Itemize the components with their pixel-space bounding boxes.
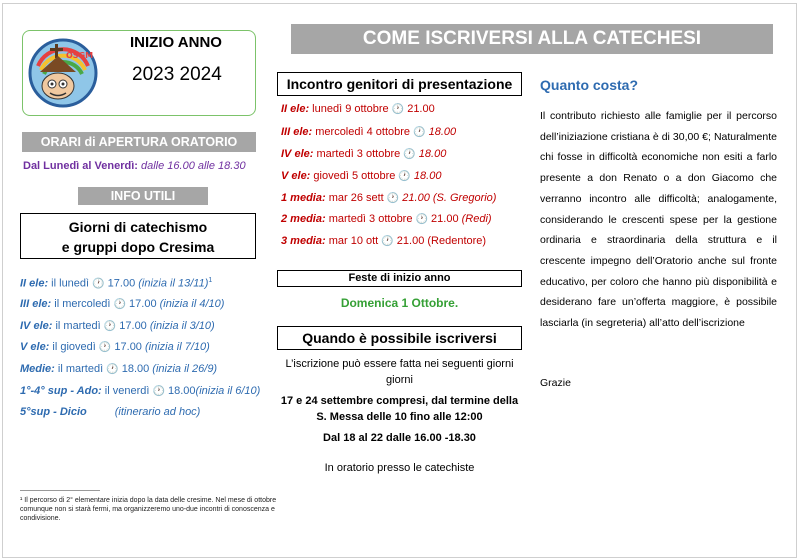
incontro-group: 1 media: [281, 192, 326, 204]
schedule-time: 17.00 [104, 277, 139, 290]
schedule-note: (inizia il 7/10) [144, 341, 210, 353]
footnote: ¹ Il percorso di 2° elementare inizia dopo la data delle cresime. Nel mese di ottobre comunque non si starà fermi, ma organizzeremo uno-due incontri di conoscenza e condivisione. [20, 497, 277, 522]
schedule-row [20, 341, 210, 353]
costo-body: Il contributo richiesto alle famiglie per il percorso dell’iniziazione cristiana è di 30,00 €; Naturalmente chi fosse in difficoltà economiche non esiti a farlo presente a don Renato o a don Giacomo che verranno incontro alle difficoltà; analogamente, considerando le crescenti spese per la gestione ordinaria e straordinaria della struttura e il crescente impegno dell’Oratorio anche sul fronte educativo, per coloro che hanno più disponibilità e desiderano fare un’offerta maggiore, è possibile lasciarla (in segreteria) all’atto dell’iscrizione [540, 110, 777, 330]
incontro-time: 18.00 [425, 126, 457, 138]
clock-icon: 🕐 [92, 278, 105, 290]
quando-period-1: 17 e 24 settembre compresi, dal termine della S. Messa delle 10 fino alle 12:00 [280, 395, 519, 423]
clock-icon: 🕐 [152, 386, 165, 397]
footnote-rule [20, 490, 100, 491]
incontro-time: 21.00 [393, 235, 425, 247]
schedule-time: 18.00 [164, 385, 196, 397]
schedule-day: il lunedì [48, 277, 93, 290]
incontro-row [281, 213, 492, 225]
schedule-note: (inizia il 13/11) [138, 277, 209, 290]
footnote-ref[interactable]: 1 [208, 277, 213, 284]
incontro-row [281, 235, 486, 247]
schedule-time: 18.00 [118, 363, 153, 375]
orari-hours: dalle 16.00 alle 18.30 [140, 160, 246, 172]
catechismo-title-box [20, 213, 256, 259]
schedule-row [20, 406, 200, 418]
schedule-row [20, 385, 260, 397]
clock-icon: 🕐 [398, 171, 411, 182]
incontro-date: martedì 3 ottobre [325, 213, 416, 225]
clock-icon: 🕐 [413, 127, 426, 138]
clock-icon: 🕐 [415, 214, 428, 225]
clock-icon: 🕐 [113, 299, 126, 310]
feste-date: Domenica 1 Ottobre. [340, 296, 459, 310]
quando-title-box: Quando è possibile iscriversi [277, 326, 522, 350]
schedule-note: (itinerario ad hoc) [114, 406, 201, 418]
schedule-group: III ele: [20, 298, 52, 310]
schedule-time: 17.00 [111, 341, 145, 353]
schedule-time: 17.00 [116, 320, 150, 332]
incontro-time: 18.00 [410, 170, 442, 182]
clock-icon: 🕐 [386, 193, 400, 204]
orari-days: Dal Lunedì al Venerdì: [23, 160, 138, 172]
costo-title: Quanto costa? [540, 77, 639, 93]
incontro-row [281, 170, 441, 182]
incontro-group: V ele: [281, 170, 311, 182]
catechismo-title-line1: Giorni di catechismo [68, 219, 208, 235]
incontro-time: 18.00 [415, 148, 447, 160]
incontro-date: mar 10 ott [325, 235, 382, 247]
incontro-date: martedì 3 ottobre [313, 148, 404, 160]
schedule-note: (inizia il 3/10) [149, 320, 215, 332]
incontro-time: 21.00 [399, 192, 430, 204]
incontro-title-box: Incontro genitori di presentazione [277, 72, 522, 96]
incontro-place: (S. Gregorio) [429, 192, 497, 204]
anno-title: INIZIO ANNO [130, 34, 222, 51]
schedule-day: il venerdì [101, 385, 153, 397]
incontro-row [281, 103, 435, 115]
schedule-group: Medie: [20, 363, 55, 375]
incontro-row [281, 192, 496, 204]
incontro-group: IV ele: [281, 148, 314, 160]
oratorio-logo [28, 36, 98, 108]
schedule-note: (inizia il 26/9) [152, 363, 218, 375]
schedule-group: 1°-4° sup - Ado: [20, 385, 102, 397]
incontro-group: II ele: [281, 103, 310, 115]
incontro-group: 3 media: [281, 235, 326, 247]
incontro-date: giovedì 5 ottobre [310, 170, 399, 182]
main-title-bar: COME ISCRIVERSI ALLA CATECHESI [291, 24, 773, 54]
schedule-day: il mercoledì [51, 298, 114, 310]
incontro-time: 21.00 [427, 213, 459, 225]
incontro-group: III ele: [281, 126, 313, 138]
feste-title-box: Feste di inizio anno [277, 270, 522, 287]
clock-icon: 🕐 [391, 104, 405, 115]
schedule-day: il martedì [54, 363, 107, 375]
incontro-time: 21.00 [404, 103, 435, 115]
schedule-row [20, 320, 215, 332]
schedule-row [20, 277, 212, 290]
orari-line [23, 160, 246, 172]
anno-years: 2023 2024 [132, 64, 222, 85]
schedule-row [20, 298, 224, 310]
incontro-place: (Redentore) [424, 235, 487, 247]
schedule-group: IV ele: [20, 320, 53, 332]
clock-icon: 🕐 [103, 321, 117, 332]
schedule-row [20, 363, 217, 375]
schedule-group: II ele: [20, 277, 49, 290]
schedule-day: il giovedì [49, 341, 99, 353]
schedule-group: V ele: [20, 341, 50, 353]
quando-place: In oratorio presso le catechiste [324, 462, 475, 474]
schedule-note: (inizia il 4/10) [159, 298, 225, 310]
quando-period-2: Dal 18 al 22 dalle 16.00 -18.30 [323, 432, 476, 444]
orari-bar: ORARI di APERTURA ORATORIO [22, 132, 256, 152]
incontro-row [281, 148, 446, 160]
incontro-group: 2 media: [281, 213, 326, 225]
schedule-day: il martedì [52, 320, 104, 332]
incontro-row [281, 126, 456, 138]
costo-closing: Grazie [540, 377, 571, 389]
clock-icon: 🕐 [381, 236, 394, 247]
incontro-date: lunedì 9 ottobre [309, 103, 392, 115]
clock-icon: 🕐 [106, 364, 119, 375]
clock-icon: 🕐 [403, 149, 416, 160]
incontro-place: (Redi) [458, 213, 492, 225]
schedule-time: 17.00 [126, 298, 160, 310]
info-utili-bar: INFO UTILI [78, 187, 208, 205]
schedule-note: (inizia il 6/10) [195, 385, 261, 397]
schedule-group: 5°sup - Dicio [20, 406, 87, 418]
catechismo-title-line2: e gruppi dopo Cresima [61, 239, 215, 255]
quando-intro: L’iscrizione può essere fatta nei seguenti giorni giorni [285, 358, 514, 386]
logo-text: OSGM [66, 51, 94, 60]
incontro-date: mar 26 sett [325, 192, 387, 204]
clock-icon: 🕐 [98, 342, 112, 353]
incontro-date: mercoledì 4 ottobre [312, 126, 414, 138]
